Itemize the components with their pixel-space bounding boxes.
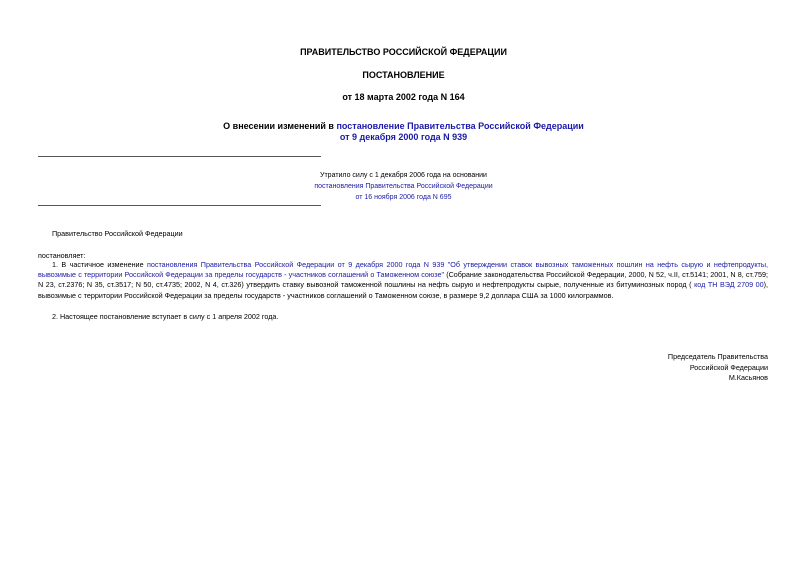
paragraph-1-start: 1. В частичное изменение [52,260,147,269]
paragraph-1-end: ), вывозимые с территории Российской Федерации за пределы государств - участников соглашений о Таможенном союзе, в размере 9,2 доллара США за 1000 килограммов. [38,280,768,300]
paragraph-1 [38,260,768,301]
government-heading: ПРАВИТЕЛЬСТВО РОССИЙСКОЙ ФЕДЕРАЦИИ [300,47,507,57]
status-note [0,170,807,203]
signature-position-line1: Председатель Правительства [667,352,768,361]
signature-block [568,352,768,384]
document-type-heading: ПОСТАНОВЛЕНИЕ [362,70,445,80]
paragraph-1-link-tnved-code[interactable]: код ТН ВЭД 2709 00 [694,280,764,290]
status-note-link-line1[interactable]: постановления Правительства Российской Федерации [314,183,493,190]
signature-name: М.Касьянов [728,373,768,382]
resolves-line: постановляет: [38,251,86,260]
paragraph-1-link-resolution-939[interactable]: постановления Правительства Российской Федерации от 9 декабря 2000 года N 939 "Об утверждении ставок вывозных таможенных пошлин на нефть сырую и нефтепродукты, вывозимые с территории Российской Федерации за пределы государств - участников соглашений о Таможенном союзе" [38,260,769,280]
document-title [0,121,807,143]
issuer-line: Правительство Российской Федерации [52,229,183,238]
divider-top [38,156,321,157]
paragraph-1-middle: (Собрание законодательства Российской Федерации, 2000, N 52, ч.II, ст.5141; 2001, N 8, ст.759; N 23, ст.2376; N 35, ст.3517; N 50, ст.4735; 2002, N 4, ст.326) утвердить ставку вывозной таможенной пошлины на нефть сырую и нефтепродукты сырые, полученные из битуминозных пород ( [38,270,768,290]
title-link-line1[interactable]: постановление Правительства Российской Федерации [336,121,584,131]
status-note-link-line2[interactable]: от 16 ноября 2006 года N 695 [355,194,452,201]
status-note-text: Утратило силу с 1 декабря 2006 года на основании [320,172,487,179]
title-link-line2[interactable]: от 9 декабря 2000 года N 939 [339,132,468,142]
title-prefix: О внесении изменений в [223,121,337,131]
signature-position-line2: Российской Федерации [689,362,768,372]
paragraph-2: 2. Настоящее постановление вступает в силу с 1 апреля 2002 года. [52,312,279,321]
date-number-heading: от 18 марта 2002 года N 164 [342,92,465,102]
divider-bottom [38,205,321,206]
